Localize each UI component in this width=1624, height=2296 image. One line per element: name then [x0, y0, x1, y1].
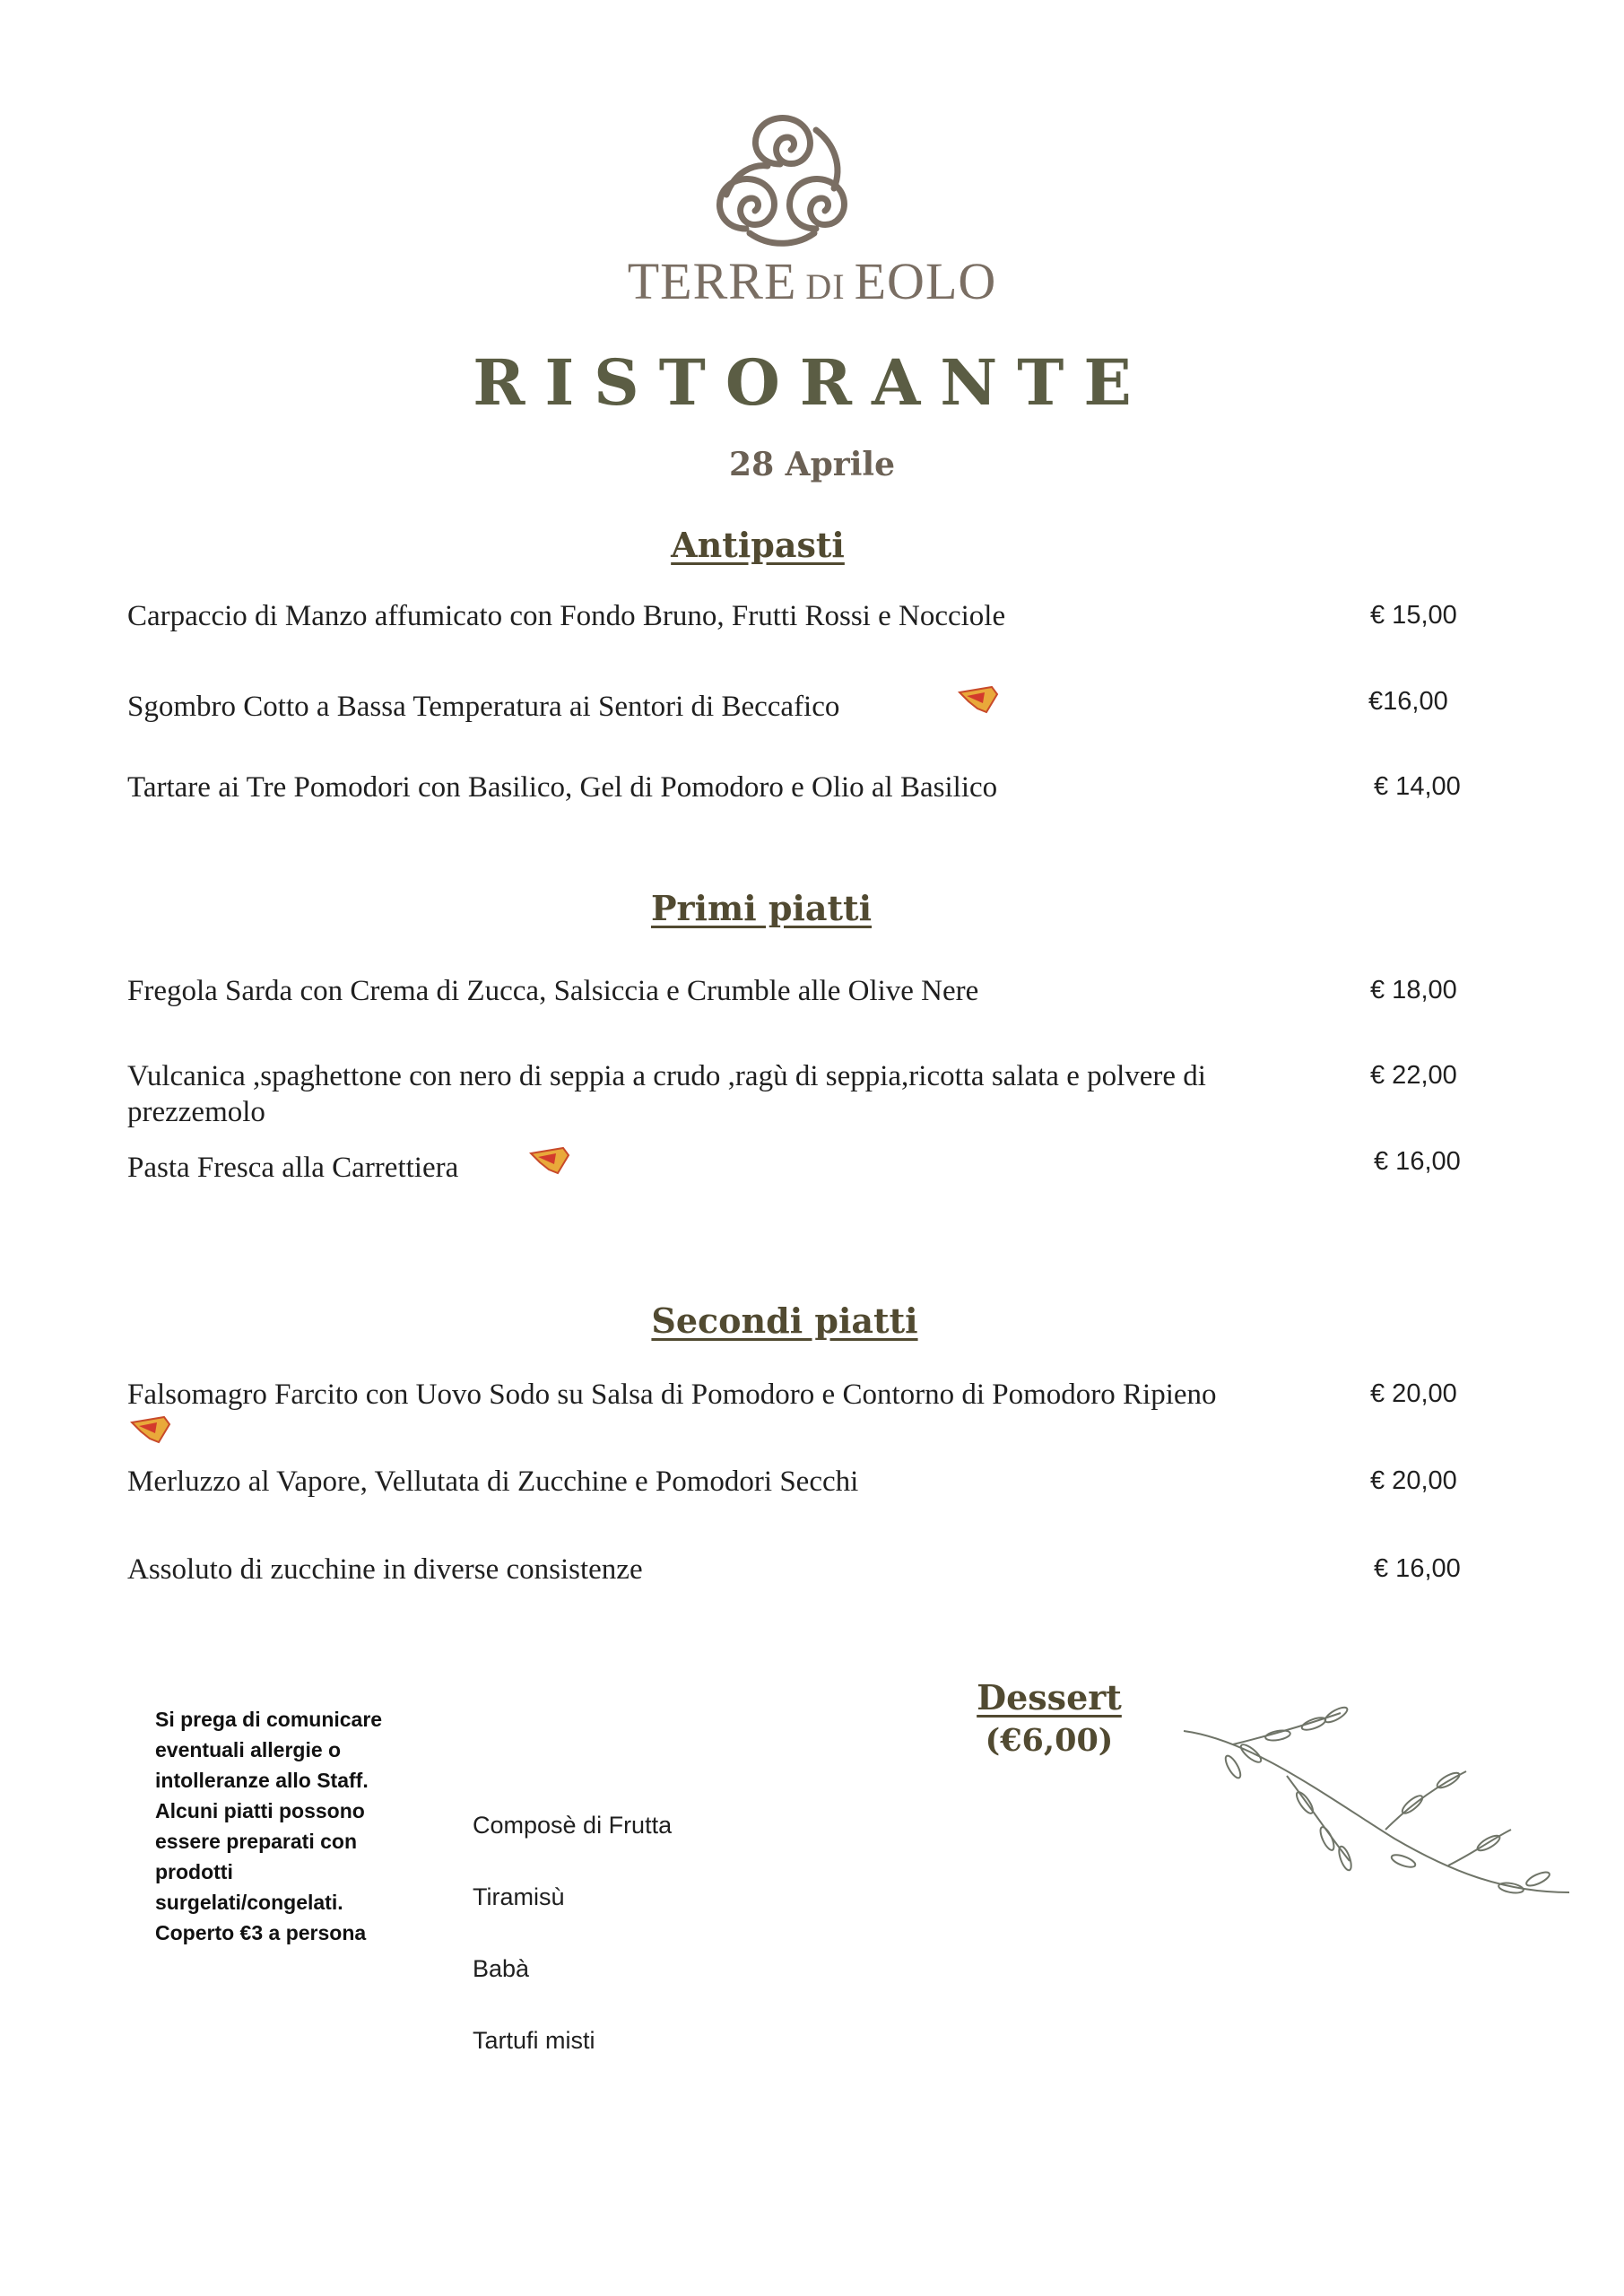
menu-item-name: Fregola Sarda con Crema di Zucca, Salsiccia e Crumble alle Olive Nere: [127, 975, 979, 1007]
menu-item-price: € 15,00: [1370, 601, 1457, 630]
dessert-item: Babà: [473, 1955, 530, 1982]
triskelion-logo-icon: [690, 94, 870, 256]
sicily-icon: [130, 1415, 171, 1446]
menu-item-price: € 20,00: [1370, 1379, 1457, 1408]
menu-date: 28 Aprile: [729, 446, 895, 483]
sicily-icon: [958, 685, 999, 716]
menu-item-price: €16,00: [1368, 687, 1448, 716]
brand-name: [0, 251, 1624, 311]
dessert-item: Tiramisù: [473, 1883, 565, 1910]
menu-item-price: € 14,00: [1374, 772, 1461, 801]
dessert-item: Tartufi misti: [473, 2027, 595, 2054]
allergy-notice: Si prega di comunicare eventuali allergie o intolleranze allo Staff. Alcuni piatti possono essere preparati con prodotti surgelati/congelati. Coperto €3 a persona: [155, 1708, 383, 1944]
sicily-icon: [529, 1146, 570, 1177]
menu-item-price: € 16,00: [1374, 1554, 1461, 1583]
section-title-dessert: Dessert: [977, 1677, 1122, 1718]
menu-item-name: Carpaccio di Manzo affumicato con Fondo Bruno, Frutti Rossi e Nocciole: [127, 600, 1006, 632]
brand-di: DI: [805, 266, 846, 307]
menu-item-name: Pasta Fresca alla Carrettiera: [127, 1152, 459, 1184]
brand-eolo: EOLO: [854, 252, 997, 310]
menu-item-price: € 22,00: [1370, 1061, 1457, 1090]
page-title: RISTORANTE: [473, 345, 1151, 420]
dessert-price: (€6,00): [985, 1722, 1114, 1759]
menu-item-name: Merluzzo al Vapore, Vellutata di Zucchine e Pomodori Secchi: [127, 1465, 859, 1498]
menu-item-price: € 18,00: [1370, 976, 1457, 1004]
menu-item-name: Tartare ai Tre Pomodori con Basilico, Gel di Pomodoro e Olio al Basilico: [127, 771, 998, 804]
section-title-antipasti: Antipasti: [671, 525, 845, 565]
dessert-item: Composè di Frutta: [473, 1812, 673, 1839]
section-title-primi: Primi piatti: [650, 888, 873, 928]
section-title-secondi: Secondi piatti: [651, 1300, 918, 1341]
brand-terre: TERRE: [627, 252, 797, 310]
menu-item-price: € 16,00: [1374, 1147, 1461, 1176]
menu-item-name: Sgombro Cotto a Bassa Temperatura ai Sentori di Beccafico: [127, 691, 840, 723]
menu-item-name: Assoluto di zucchine in diverse consistenze: [127, 1553, 643, 1586]
menu-item-name: Vulcanica ,spaghettone con nero di seppia a crudo ,ragù di seppia,ricotta salata e polvere di prezzemolo: [127, 1060, 1206, 1128]
olive-branch-icon: [1179, 1704, 1574, 1910]
menu-item-price: € 20,00: [1370, 1466, 1457, 1495]
menu-item-name: Falsomagro Farcito con Uovo Sodo su Salsa di Pomodoro e Contorno di Pomodoro Ripieno: [127, 1378, 1217, 1411]
